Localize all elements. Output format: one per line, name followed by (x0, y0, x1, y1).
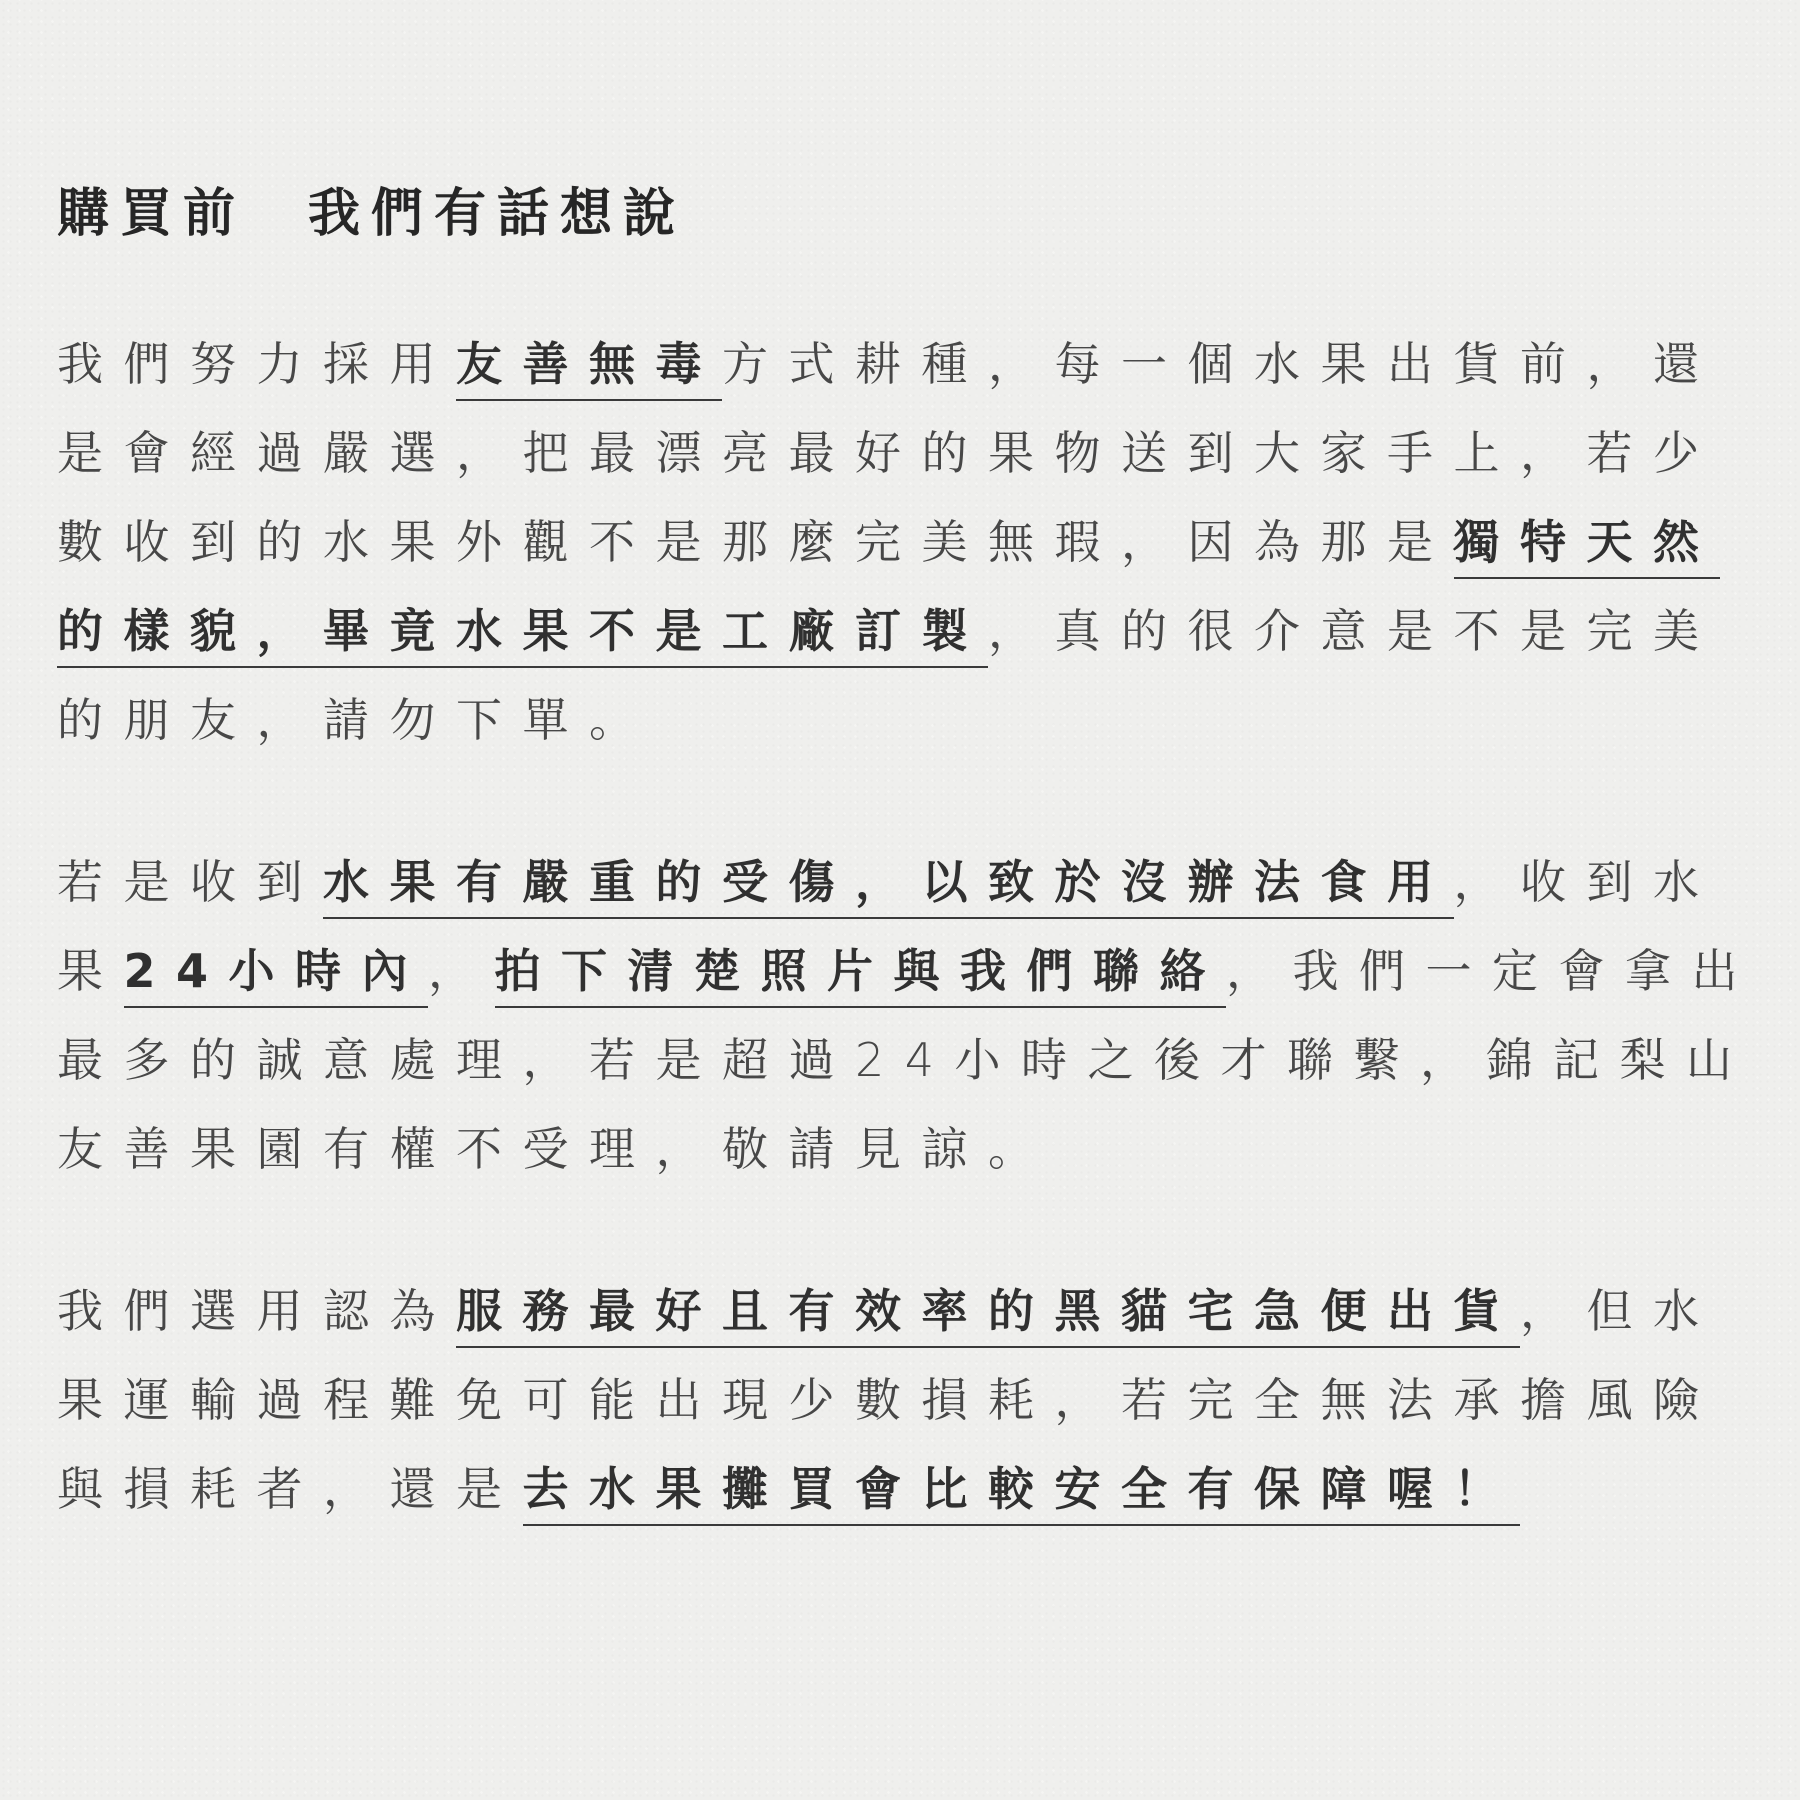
body-text: ，但水 (1520, 1284, 1720, 1338)
body-text: ，收到水 (1453, 855, 1720, 909)
body-text: 是會經過嚴選，把最漂亮最好的果物送到大家手上，若少 (57, 426, 1720, 480)
page-title (57, 178, 1757, 250)
text-line (57, 1445, 1757, 1534)
paragraph-2 (57, 838, 1757, 1194)
text-line (57, 927, 1757, 1016)
title-part-2: 我們有話想說 (308, 184, 687, 244)
paragraph-1 (57, 320, 1757, 765)
text-line (57, 1356, 1757, 1445)
text-line (57, 676, 1757, 765)
body-text: 友善果園有權不受理，敬請見諒。 (57, 1122, 1055, 1176)
highlighted-text: 友善無毒 (456, 337, 722, 401)
body-text: 我們選用認為 (57, 1284, 456, 1338)
paragraph-3 (57, 1267, 1757, 1534)
text-line (57, 498, 1757, 587)
body-text: 果運輸過程難免可能出現少數損耗，若完全無法承擔風險 (57, 1373, 1720, 1427)
body-text: ，我們一定會拿出 (1226, 944, 1759, 998)
body-text: 若是收到 (57, 855, 323, 909)
text-line (57, 1016, 1757, 1105)
highlighted-text: 水果有嚴重的受傷，以致於沒辦法食用 (323, 855, 1454, 919)
body-text: ， (428, 944, 495, 998)
body-text: 最多的誠意處理，若是超過24小時之後才聯繫，錦記梨山 (57, 1033, 1753, 1087)
body-text: 果 (57, 944, 124, 998)
highlighted-text: 獨特天然 (1454, 515, 1720, 579)
notice-page (57, 178, 1757, 1607)
body-text: 的朋友，請勿下單。 (57, 693, 656, 747)
text-line (57, 587, 1757, 676)
body-text: ，真的很介意是不是完美 (988, 604, 1720, 658)
notice-body (57, 320, 1757, 1534)
body-text: 數收到的水果外觀不是那麼完美無瑕，因為那是 (57, 515, 1454, 569)
text-line (57, 1105, 1757, 1194)
body-text: 與損耗者，還是 (57, 1462, 523, 1516)
highlighted-text: 24小時內 (124, 944, 429, 1008)
title-part-1: 購買前 (57, 184, 247, 244)
text-line (57, 1267, 1757, 1356)
highlighted-text: 服務最好且有效率的黑貓宅急便出貨 (456, 1284, 1520, 1348)
highlighted-text: 去水果攤買會比較安全有保障喔！ (523, 1462, 1521, 1526)
highlighted-text: 的樣貌，畢竟水果不是工廠訂製 (57, 604, 988, 668)
text-line (57, 320, 1757, 409)
text-line (57, 838, 1757, 927)
text-line (57, 409, 1757, 498)
highlighted-text: 拍下清楚照片與我們聯絡 (495, 944, 1227, 1008)
body-text: 我們努力採用 (57, 337, 456, 391)
body-text: 方式耕種，每一個水果出貨前，還 (722, 337, 1720, 391)
